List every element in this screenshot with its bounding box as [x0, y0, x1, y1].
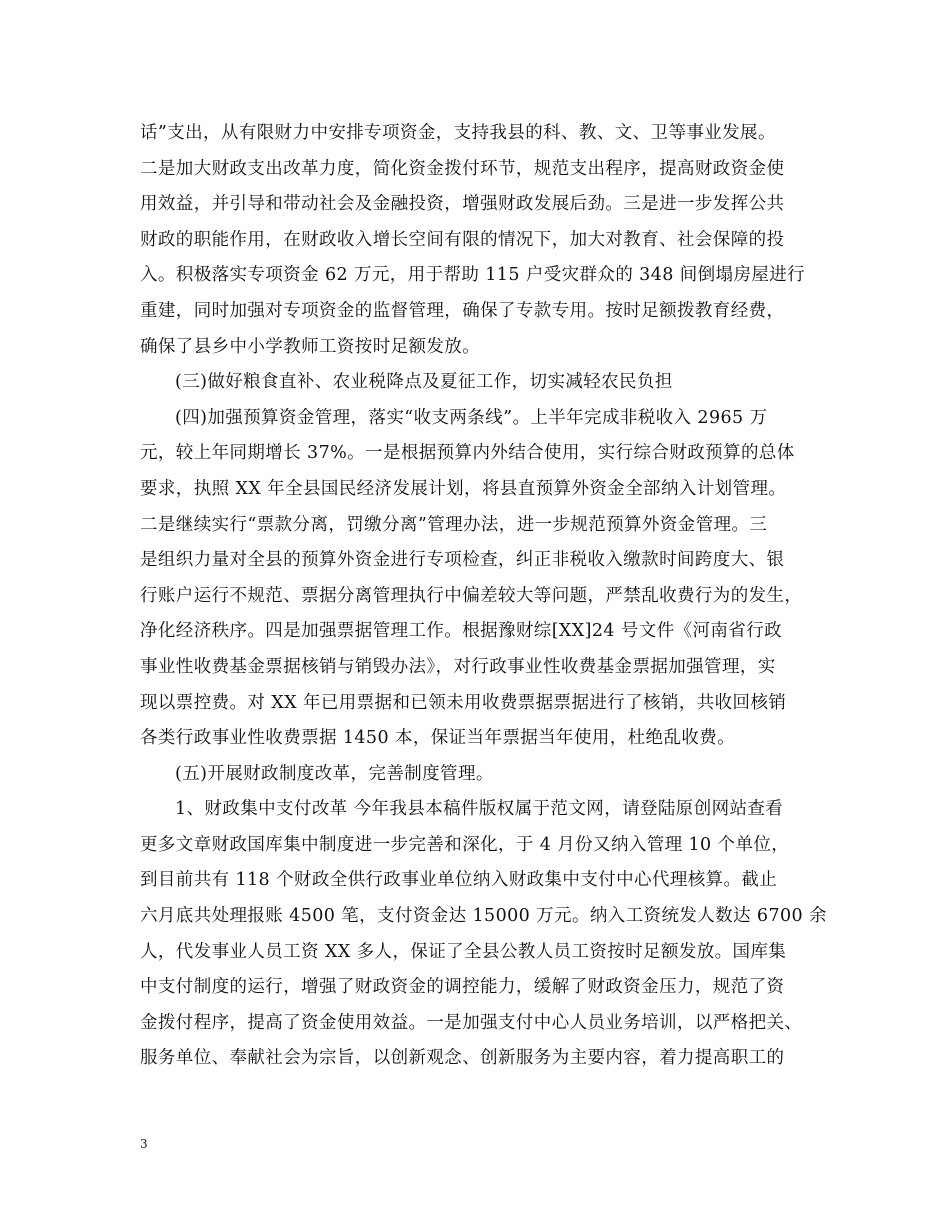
text-line: 用效益，并引导和带动社会及金融投资，增强财政发展后劲。三是进一步发挥公共: [140, 194, 785, 215]
text-line: 行账户运行不规范、票据分离管理执行中偏差较大等问题，严禁乱收费行为的发生，: [140, 585, 803, 606]
text-line: (五)开展财政制度改革，完善制度管理。: [175, 763, 494, 784]
text-line: 净化经济秩序。四是加强票据管理工作。根据豫财综[XX]24 号文件《河南省行政: [140, 621, 782, 642]
text-line: 入。积极落实专项资金 62 万元，用于帮助 115 户受灾群众的 348 间倒塌房屋进行: [140, 265, 806, 286]
text-line: (四)加强预算资金管理，落实“收支两条线”。上半年完成非税收入 2965 万: [175, 407, 768, 428]
text-line: 各类行政事业性收费票据 1450 本，保证当年票据当年使用，杜绝乱收费。: [140, 728, 736, 749]
text-line: 人，代发事业人员工资 XX 多人，保证了全县公教人员工资按时足额发放。国库集: [140, 941, 787, 962]
body-text: [140, 116, 827, 1077]
text-line: 事业性收费基金票据核销与销毁办法》，对行政事业性收费基金票据加强管理，实: [140, 656, 776, 677]
text-line: 到目前共有 118 个财政全供行政事业单位纳入财政集中支付中心代理核算。截止: [140, 870, 778, 891]
text-line: (三)做好粮食直补、农业税降点及夏征工作，切实减轻农民负担: [175, 372, 673, 393]
text-line: 服务单位、奉献社会为宗旨，以创新观念、创新服务为主要内容，着力提高职工的: [140, 1048, 785, 1069]
text-line: 现以票控费。对 XX 年已用票据和已领未用收费票据票据进行了核销，共收回核销: [140, 692, 787, 713]
text-line: 二是加大财政支出改革力度，简化资金拨付环节，规范支出程序，提高财政资金使: [140, 158, 785, 179]
text-line: 是组织力量对全县的预算外资金进行专项检查，纠正非税收入缴款时间跨度大、银: [140, 550, 785, 571]
text-line: 更多文章财政国库集中制度进一步完善和深化，于 4 月份又纳入管理 10 个单位，: [140, 834, 790, 855]
text-line: 要求，执照 XX 年全县国民经济发展计划，将县直预算外资金全部纳入计划管理。: [140, 478, 787, 499]
text-line: 元，较上年同期增长 37%。一是根据预算内外结合使用，实行综合财政预算的总体: [140, 443, 795, 464]
text-line: 1、财政集中支付改革 今年我县本稿件版权属于范文网，请登陆原创网站查看: [175, 799, 784, 820]
text-line: 中支付制度的运行，增强了财政资金的调控能力，缓解了财政资金压力，规范了资: [140, 977, 785, 998]
text-line: 六月底共处理报账 4500 笔，支付资金达 15000 万元。纳入工资统发人数达 6700 余: [140, 906, 827, 927]
text-line: 重建，同时加强对专项资金的监督管理，确保了专款专用。按时足额拨教育经费，: [140, 300, 785, 321]
text-line: 确保了县乡中小学教师工资按时足额发放。: [140, 336, 481, 357]
text-line: 财政的职能作用，在财政收入增长空间有限的情况下，加大对教育、社会保障的投: [140, 229, 785, 250]
text-line: 二是继续实行“票款分离，罚缴分离”管理办法，进一步规范预算外资金管理。三: [140, 514, 768, 535]
page-number: 3: [140, 1137, 148, 1151]
text-line: 话”支出，从有限财力中安排专项资金，支持我县的科、教、文、卫等事业发展。: [140, 123, 776, 143]
text-line: 金拨付程序，提高了资金使用效益。一是加强支付中心人员业务培训，以严格把关、: [140, 1012, 803, 1033]
